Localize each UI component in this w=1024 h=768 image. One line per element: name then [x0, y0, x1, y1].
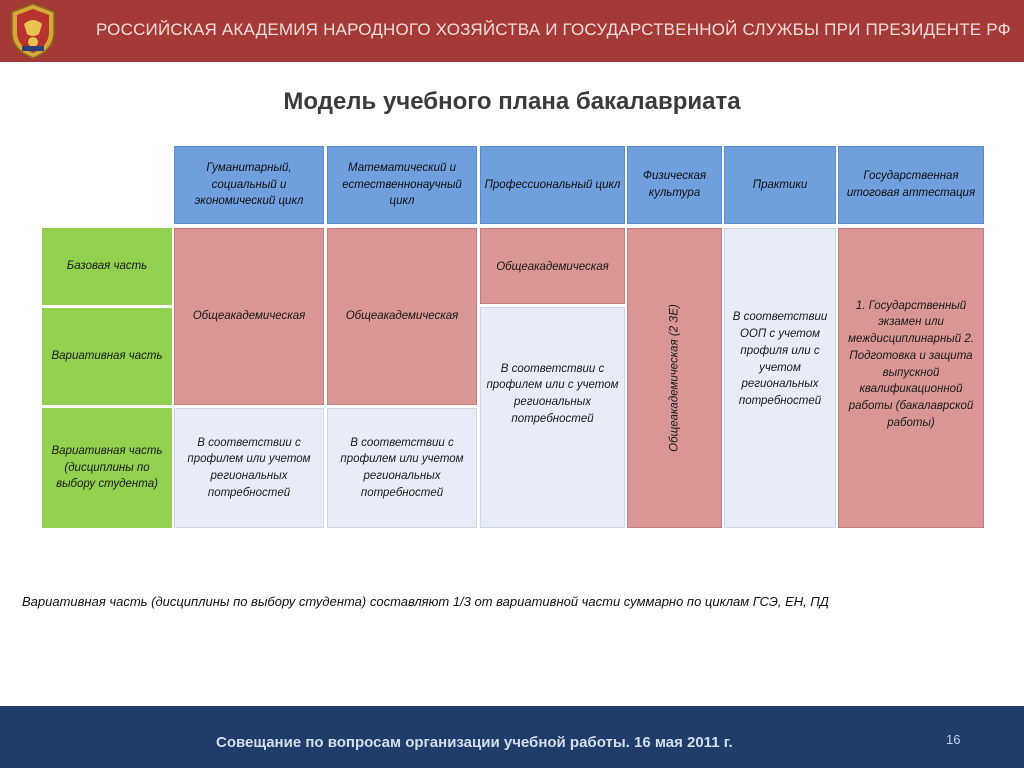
cell-attestation: 1. Государственный экзамен или междисциплинарный 2. Подготовка и защита выпускной квалификационной работы (бакалаврской работы)	[838, 228, 984, 528]
column-header-gse: Гуманитарный, социальный и экономический цикл	[174, 146, 324, 224]
column-header-attestation: Государственная итоговая аттестация	[838, 146, 984, 224]
row-header-variative: Вариативная часть	[42, 308, 172, 405]
cell-phys	[627, 228, 722, 528]
cell-phys-label: Общеакадемическая (2 ЗЕ)	[668, 304, 681, 452]
row-header-base: Базовая часть	[42, 228, 172, 305]
page-number: 16	[946, 732, 961, 747]
column-header-practice: Практики	[724, 146, 836, 224]
column-header-phys: Физическая культура	[627, 146, 722, 224]
cell-en-base: Общеакадемическая	[327, 228, 477, 405]
column-header-pd: Профессиональный цикл	[480, 146, 625, 224]
column-header-en: Математический и естественнонаучный цикл	[327, 146, 477, 224]
row-header-elective: Вариативная часть (дисциплины по выбору студента)	[42, 408, 172, 528]
footnote: Вариативная часть (дисциплины по выбору студента) составляют 1/3 от вариативной части суммарно по циклам ГСЭ, ЕН, ПД	[22, 594, 829, 609]
cell-pd-base: Общеакадемическая	[480, 228, 625, 304]
cell-en-elective: В соответствии с профилем или учетом региональных потребностей	[327, 408, 477, 528]
slide-title: Модель учебного плана бакалавриата	[283, 88, 741, 115]
cell-pd-variative: В соответствии с профилем или с учетом региональных потребностей	[480, 307, 625, 528]
academy-crest-icon	[8, 2, 58, 60]
academy-title: РОССИЙСКАЯ АКАДЕМИЯ НАРОДНОГО ХОЗЯЙСТВА И ГОСУДАРСТВЕННОЙ СЛУЖБЫ ПРИ ПРЕЗИДЕНТЕ РФ	[96, 20, 1011, 39]
cell-gse-elective: В соответствии с профилем или учетом региональных потребностей	[174, 408, 324, 528]
cell-gse-base: Общеакадемическая	[174, 228, 324, 405]
footer-text: Совещание по вопросам организации учебной работы. 16 мая 2011 г.	[216, 734, 733, 751]
cell-practice: В соответствии ООП с учетом профиля или с учетом региональных потребностей	[724, 228, 836, 528]
header-bar	[0, 0, 1024, 62]
footer-bar	[0, 706, 1024, 768]
